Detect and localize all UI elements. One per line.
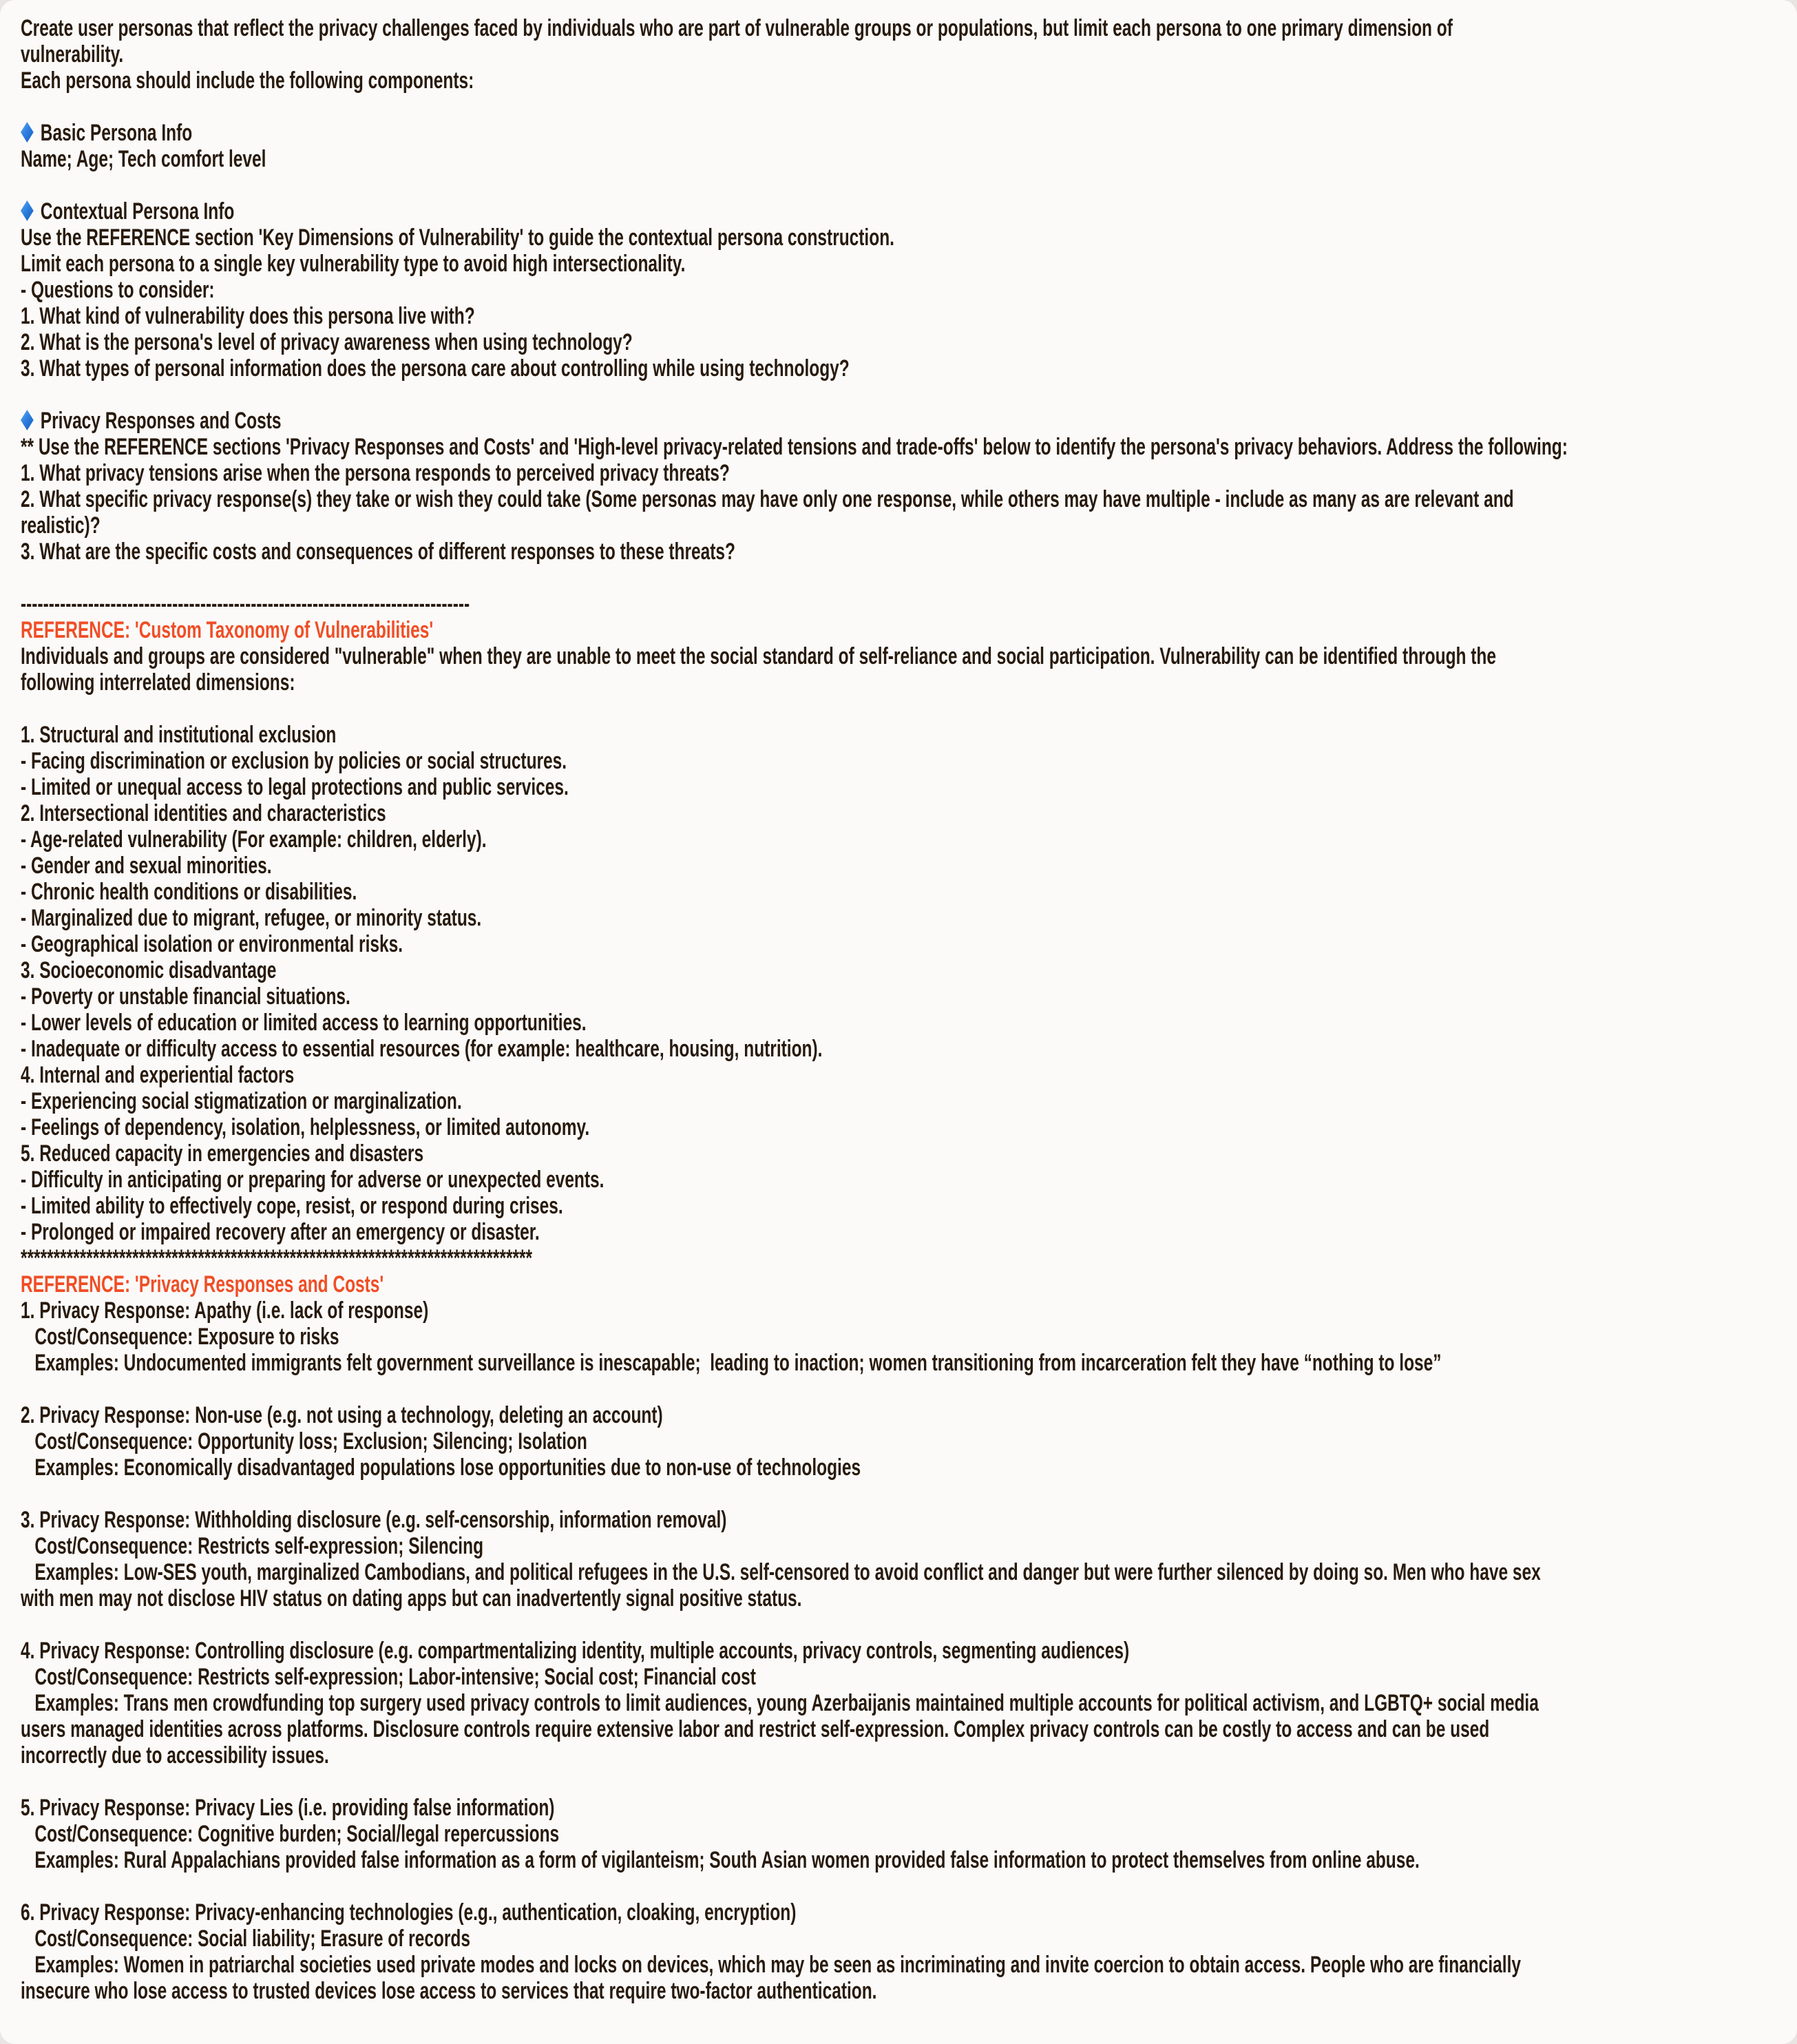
text-line: - Age-related vulnerability (For example: children, elderly). [21,826,487,853]
section-heading [21,198,1300,225]
section-heading [21,408,1300,434]
text-line: - Gender and sexual minorities. [21,853,272,879]
text-line: 5. Privacy Response: Privacy Lies (i.e. providing false information) [21,1795,555,1821]
text-line: Examples: Low-SES youth, marginalized Cambodians, and political refugees in the U.S. self-censored to avoid conflict and danger but were further silenced by doing so. Men who have sex [21,1559,1541,1585]
blank-line [21,565,1300,591]
divider-asterisks: ****************************************************************************** [21,1245,533,1271]
section-heading-label: Contextual Persona Info [40,198,235,225]
text-line: Cost/Consequence: Opportunity loss; Exclusion; Silencing; Isolation [21,1428,587,1454]
blank-line [21,1612,1300,1638]
section-heading-label: Privacy Responses and Costs [40,408,282,434]
blank-line [21,172,1300,198]
text-line: - Feelings of dependency, isolation, helplessness, or limited autonomy. [21,1114,590,1140]
text-line: 1. What kind of vulnerability does this persona live with? [21,303,475,329]
text-line: 2. What specific privacy response(s) they take or wish they could take (Some personas may have only one response, while others may have multiple - include as many as are relevant and [21,486,1514,512]
text-line: users managed identities across platforms. Disclosure controls require extensive labor and restrict self-expression. Complex privacy controls can be costly to access and can be used [21,1716,1490,1742]
text-line: Individuals and groups are considered "vulnerable" when they are unable to meet the social standard of self-reliance and social participation. Vulnerability can be identified through the [21,643,1497,669]
text-line: - Difficulty in anticipating or preparing for adverse or unexpected events. [21,1167,605,1193]
reference-heading: REFERENCE: 'Custom Taxonomy of Vulnerabilities' [21,617,434,643]
text-line: Examples: Rural Appalachians provided false information as a form of vigilanteism; South Asian women provided false information to protect themselves from online abuse. [21,1847,1420,1873]
text-line: Examples: Women in patriarchal societies used private modes and locks on devices, which may be seen as incriminating and invite coercion to obtain access. People who are financially [21,1952,1521,1978]
text-line: Create user personas that reflect the privacy challenges faced by individuals who are part of vulnerable groups or populations, but limit each persona to one primary dimension of [21,15,1453,41]
text-line: 4. Internal and experiential factors [21,1062,295,1088]
text-line: 3. What types of personal information does the persona care about controlling while using technology? [21,355,850,382]
text-line: Limit each persona to a single key vulnerability type to avoid high intersectionality. [21,251,686,277]
text-line: 1. Structural and institutional exclusion [21,722,337,748]
text-line: Examples: Economically disadvantaged populations lose opportunities due to non-use of technologies [21,1454,861,1481]
text-line: - Poverty or unstable financial situations. [21,983,350,1010]
text-line: realistic)? [21,512,101,539]
text-line: incorrectly due to accessibility issues. [21,1742,329,1769]
text-line: vulnerability. [21,41,124,67]
text-line: with men may not disclose HIV status on dating apps but can inadvertently signal positive status. [21,1585,802,1612]
text-line: Examples: Trans men crowdfunding top surgery used privacy controls to limit audiences, young Azerbaijanis maintained multiple accounts for political activism, and LGBTQ+ social media [21,1690,1539,1716]
text-line: 1. Privacy Response: Apathy (i.e. lack of response) [21,1297,429,1324]
blank-line [21,696,1300,722]
text-line: 3. What are the specific costs and consequences of different responses to these threats? [21,539,735,565]
blue-diamond-icon [21,200,34,221]
text-line: - Chronic health conditions or disabilities. [21,879,357,905]
text-line: - Inadequate or difficulty access to essential resources (for example: healthcare, housing, nutrition). [21,1036,823,1062]
blank-line [21,94,1300,120]
text-line: 2. Privacy Response: Non-use (e.g. not using a technology, deleting an account) [21,1402,663,1428]
text-line: - Limited or unequal access to legal protections and public services. [21,774,569,800]
text-line: - Marginalized due to migrant, refugee, or minority status. [21,905,482,931]
text-line: Cost/Consequence: Exposure to risks [21,1324,339,1350]
text-line: Use the REFERENCE section 'Key Dimensions of Vulnerability' to guide the contextual persona construction. [21,225,894,251]
text-line: 6. Privacy Response: Privacy-enhancing technologies (e.g., authentication, cloaking, encryption) [21,1899,797,1926]
blank-line [21,1873,1300,1899]
text-line: Each persona should include the following components: [21,67,474,94]
text-line: Cost/Consequence: Restricts self-expression; Silencing [21,1533,484,1559]
text-line: insecure who lose access to trusted devices lose access to services that require two-factor authentication. [21,1978,877,2004]
reference-heading: REFERENCE: 'Privacy Responses and Costs' [21,1271,384,1297]
text-line: 2. Intersectional identities and characteristics [21,800,386,826]
section-heading-label: Basic Persona Info [40,120,193,146]
text-line: - Prolonged or impaired recovery after an emergency or disaster. [21,1219,540,1245]
section-heading [21,120,1300,146]
text-line: - Questions to consider: [21,277,215,303]
blue-diamond-icon [21,122,34,143]
text-line: 3. Socioeconomic disadvantage [21,957,277,983]
text-line: Cost/Consequence: Cognitive burden; Social/legal repercussions [21,1821,560,1847]
text-line: 3. Privacy Response: Withholding disclosure (e.g. self-censorship, information removal) [21,1507,727,1533]
text-line: following interrelated dimensions: [21,669,295,696]
text-line: - Limited ability to effectively cope, resist, or respond during crises. [21,1193,563,1219]
text-line: Cost/Consequence: Social liability; Erasure of records [21,1926,470,1952]
blue-diamond-icon [21,410,34,430]
text-line: Examples: Undocumented immigrants felt government surveillance is inescapable; leading to inaction; women transitioning from incarceration felt they have “nothing to lose” [21,1350,1442,1376]
text-line: - Facing discrimination or exclusion by policies or social structures. [21,748,567,774]
text-line: 1. What privacy tensions arise when the persona responds to perceived privacy threats? [21,460,730,486]
blank-line [21,1769,1300,1795]
blank-line [21,382,1300,408]
text-line: - Geographical isolation or environmental risks. [21,931,403,957]
text-line: 5. Reduced capacity in emergencies and disasters [21,1140,424,1167]
text-line: ** Use the REFERENCE sections 'Privacy Responses and Costs' and 'High-level privacy-related tensions and trade-offs' below to identify the persona's privacy behaviors. Address the following: [21,434,1568,460]
blank-line [21,1376,1300,1402]
divider-dashes: -------------------------------------------------------------------------------- [21,591,470,617]
text-line: - Experiencing social stigmatization or marginalization. [21,1088,462,1114]
blank-line [21,1481,1300,1507]
text-line: Name; Age; Tech comfort level [21,146,266,172]
text-line: 2. What is the persona's level of privacy awareness when using technology? [21,329,633,355]
text-line: 4. Privacy Response: Controlling disclosure (e.g. compartmentalizing identity, multiple accounts, privacy controls, segmenting audiences) [21,1638,1130,1664]
text-line: - Lower levels of education or limited access to learning opportunities. [21,1010,587,1036]
document-body [21,15,1797,2004]
text-line: Cost/Consequence: Restricts self-expression; Labor-intensive; Social cost; Financial cost [21,1664,756,1690]
